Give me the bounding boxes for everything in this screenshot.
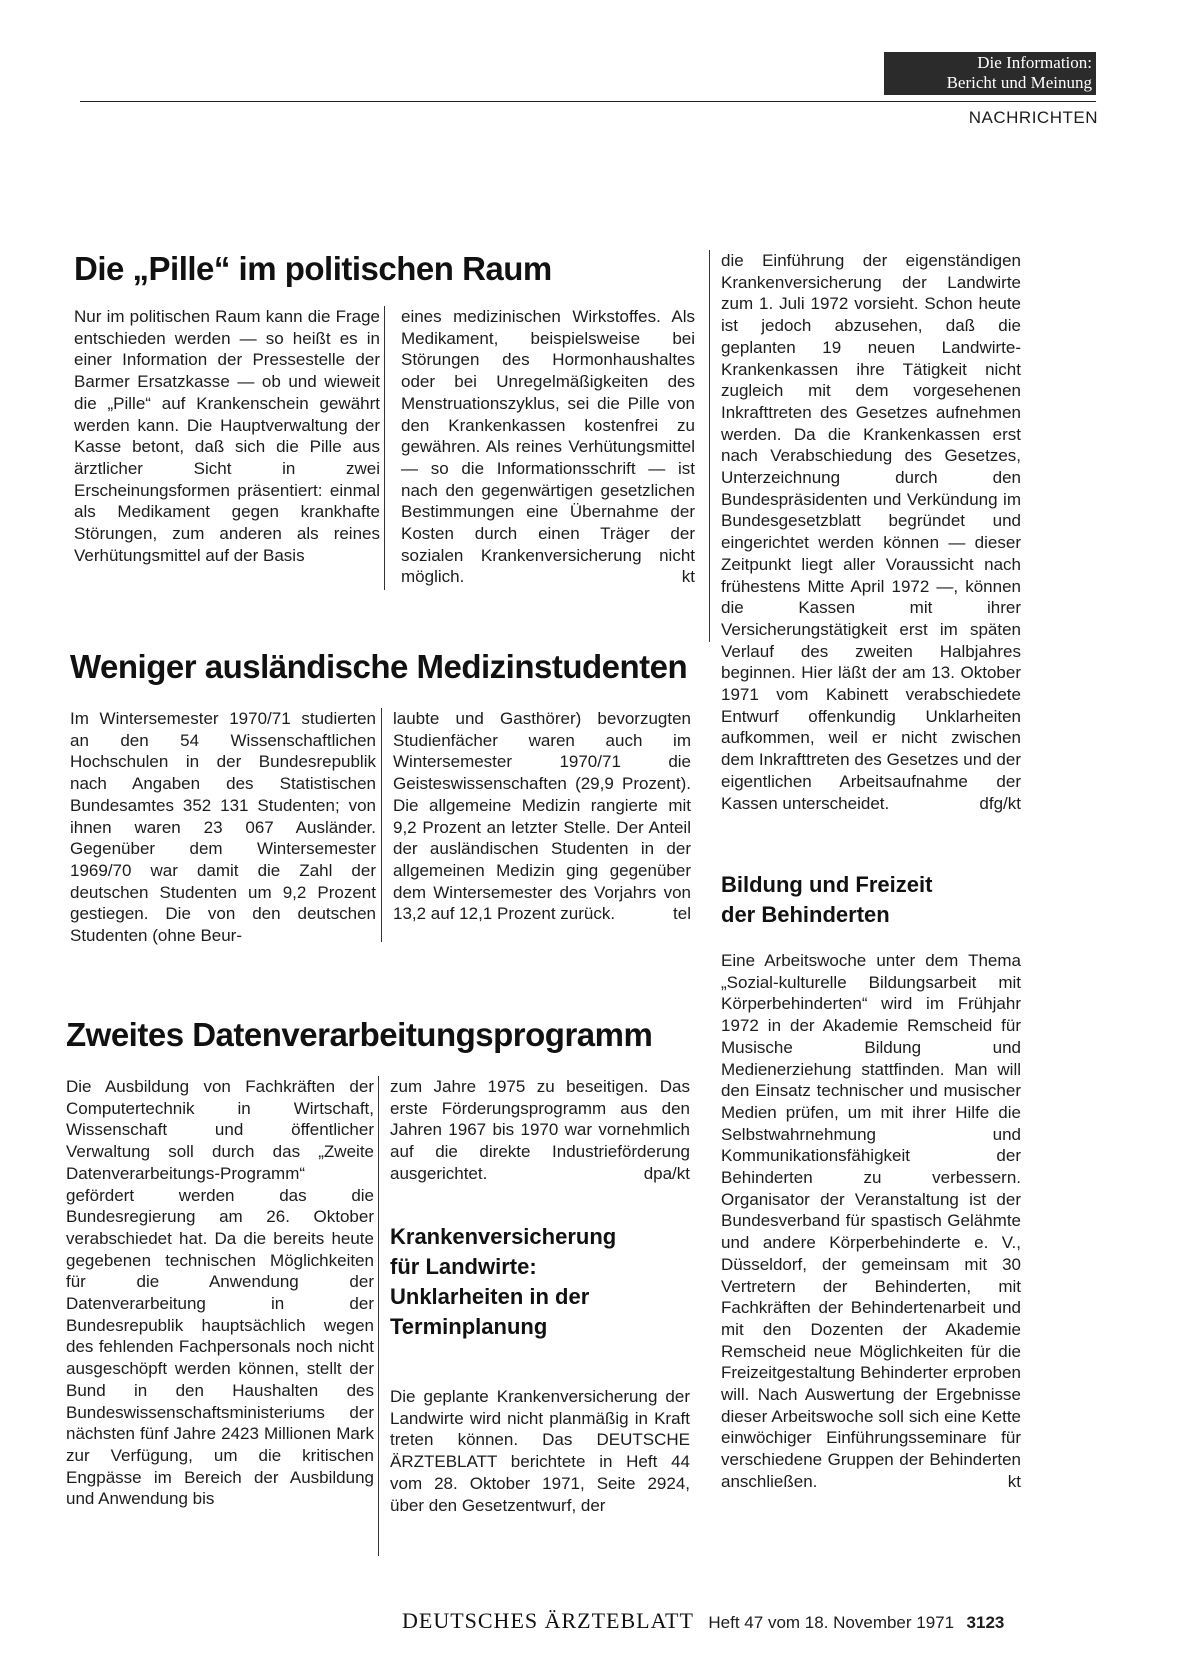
article-3-text-2: zum Jahre 1975 zu beseitigen. Das erste Förderungsprogramm aus den Jahren 1967 bis 1970 war vornehmlich auf die direkte Industrieförderung ausgerichtet.	[390, 1077, 690, 1183]
article-3-column-2	[390, 1076, 690, 1185]
article-4-title-line-3: Unklarheiten in der	[390, 1284, 590, 1309]
section-tag-line-2: Bericht und Meinung	[946, 73, 1092, 92]
page-number: 3123	[966, 1613, 1005, 1632]
article-2-column-1	[70, 708, 376, 947]
article-5-title	[721, 870, 1021, 930]
rubric-label: NACHRICHTEN	[968, 108, 1098, 127]
article-5-column	[721, 950, 1021, 1493]
article-1-signature: kt	[681, 567, 695, 587]
article-2-text-2: laubte und Gasthörer) bevorzugten Studienfächer waren auch im Wintersemester 1970/71 die Geisteswissenschaften (29,9 Prozent). Die allgemeine Medizin rangierte mit 9,2 Prozent an letzter Stelle. Der Anteil der ausländischen Studenten in der allgemeinen Medizin ging gegenüber dem Wintersemester des Vorjahrs von 13,2 auf 12,1 Prozent zurück.	[393, 709, 691, 924]
footer	[402, 1608, 1004, 1634]
footer-issue: Heft 47 vom 18. November 1971	[708, 1613, 955, 1632]
article-3-signature: dpa/kt	[643, 1163, 690, 1183]
article-2-signature: tel	[673, 904, 691, 924]
article-4-text-mid: Die geplante Krankenversicherung der Landwirte wird nicht planmäßig in Kraft treten können. Das DEUTSCHE ÄRZTEBLATT berichtete in Heft 44 vom 28. Oktober 1971, Seite 2924, über den Gesetzentwurf, der	[390, 1387, 690, 1515]
article-4-title-line-4: Terminplanung	[390, 1314, 548, 1339]
article-3-title: Zweites Datenverarbeitungsprogramm	[66, 1016, 653, 1053]
column-rule	[384, 306, 385, 590]
article-4-title-line-2: für Landwirte:	[390, 1254, 537, 1279]
article-4-title-line-1: Krankenversicherung	[390, 1224, 617, 1249]
article-5-title-line-2: der Behinderten	[721, 902, 890, 927]
header-rule	[80, 101, 1096, 102]
section-tag	[884, 52, 1096, 95]
article-4-column-mid	[390, 1386, 690, 1516]
column-rule	[378, 1076, 379, 1556]
article-1-text-2: eines medizinischen Wirkstoffes. Als Medikament, beispielsweise bei Störungen des Hormonhaushaltes oder bei Unregelmäßigkeiten des Menstruationszyklus, sei die Pille von den Krankenkassen kostenfrei zu gewähren. Als reines Verhütungsmittel — so die Informationsschrift — ist nach den gegenwärtigen gesetzlichen Bestimmungen eine Übernahme der Kosten durch einen Träger der sozialen Krankenversicherung nicht möglich.	[401, 307, 695, 587]
article-5-title-line-1: Bildung und Freizeit	[721, 872, 933, 897]
article-4-signature: dfg/kt	[979, 793, 1021, 813]
article-4-column-right	[721, 250, 1021, 814]
article-1-column-1	[74, 306, 380, 566]
column-rule	[381, 708, 382, 942]
article-1-title: Die „Pille“ im politischen Raum	[74, 250, 552, 287]
article-3-column-1	[66, 1076, 374, 1510]
article-2-text-1: Im Wintersemester 1970/71 studierten an den 54 Wissenschaftlichen Hochschulen in der Bundesrepublik nach Angaben des Statistischen Bundesamtes 352 131 Studenten; von ihnen waren 23 067 Ausländer. Gegenüber dem Wintersemester 1969/70 war damit die Zahl der deutschen Studenten um 9,2 Prozent gestiegen. Die von den deutschen Studenten (ohne Beur-	[70, 709, 376, 946]
column-rule	[709, 250, 710, 642]
article-4-title	[390, 1222, 690, 1342]
article-1-column-2	[401, 306, 695, 588]
footer-brand: DEUTSCHES ÄRZTEBLATT	[402, 1608, 694, 1633]
article-5-signature: kt	[1007, 1471, 1021, 1491]
article-1-text-1: Nur im politischen Raum kann die Frage entschieden werden — so heißt es in einer Information der Pressestelle der Barmer Ersatzkasse — ob und wieweit die „Pille“ auf Krankenschein gewährt werden kann. Die Hauptverwaltung der Kasse betont, daß sich die Pille aus ärztlicher Sicht in zwei Erscheinungsformen präsentiert: einmal als Medikament gegen krankhafte Störungen, zum anderen als reines Verhütungsmittel auf der Basis	[74, 307, 380, 565]
article-4-text-right: die Einführung der eigenständigen Krankenversicherung der Landwirte zum 1. Juli 1972 vorsieht. Schon heute ist jedoch abzusehen, daß die geplanten 19 neuen Landwirte-Krankenkassen ihre Tätigkeit nicht zugleich mit dem vorgesehenen Inkrafttreten des Gesetzes aufnehmen werden. Da die Krankenkassen erst nach Verabschiedung des Gesetzes, Unterzeichnung durch den Bundespräsidenten und Verkündung im Bundesgesetzblatt begründet und eingerichtet werden können — dieser Zeitpunkt liegt aller Voraussicht nach frühestens Mitte April 1972 —, können die Kassen mit ihrer Versicherungstätigkeit erst im späten Verlauf des zweiten Halbjahres beginnen. Hier läßt der am 13. Oktober 1971 vom Kabinett verabschiedete Entwurf offenkundig Unklarheiten aufkommen, weil er nicht zwischen dem Inkrafttreten des Gesetzes und der eigentlichen Arbeitsaufnahme der Kassen unterscheidet.	[721, 251, 1021, 813]
article-2-title: Weniger ausländische Medizinstudenten	[70, 648, 688, 685]
article-2-column-2	[393, 708, 691, 925]
section-tag-line-1: Die Information:	[977, 53, 1092, 72]
article-3-text-1: Die Ausbildung von Fachkräften der Computertechnik in Wirtschaft, Wissenschaft und öffentlicher Verwaltung soll durch das „Zweite Datenverarbeitungs-Programm“ gefördert werden das die Bundesregierung am 26. Oktober verabschiedet hat. Da die bereits heute gegebenen technischen Möglichkeiten für die Anwendung der Datenverarbeitung in der Bundesrepublik hauptsächlich wegen des fehlenden Fachpersonals noch nicht ausgeschöpft werden können, stellt der Bund in den Haushalten des Bundeswissenschaftsministeriums der nächsten fünf Jahre 2423 Millionen Mark zur Verfügung, um die kritischen Engpässe im Bereich der Ausbildung und Anwendung bis	[66, 1077, 374, 1509]
article-5-text: Eine Arbeitswoche unter dem Thema „Sozial-kulturelle Bildungsarbeit mit Körperbehinderten“ wird im Frühjahr 1972 in der Akademie Remscheid für Musische Bildung und Medienerziehung stattfinden. Man will den Einsatz technischer und musischer Medien prüfen, um mit ihrer Hilfe die Selbstwahrnehmung und Kommunikationsfähigkeit der Behinderten zu verbessern. Organisator der Veranstaltung ist der Bundesverband für spastisch Gelähmte und andere Körperbehinderte e. V., Düsseldorf, der gemeinsam mit 30 Vertretern der Behinderten, mit Fachkräften der Behindertenarbeit und mit den Dozenten der Akademie Remscheid neue Möglichkeiten für die Freizeitgestaltung Behinderter erproben will. Nach Auswertung der Ergebnisse dieser Arbeitswoche soll sich eine Kette einwöchiger Einführungsseminare für verschiedene Gruppen der Behinderten anschließen.	[721, 951, 1021, 1491]
